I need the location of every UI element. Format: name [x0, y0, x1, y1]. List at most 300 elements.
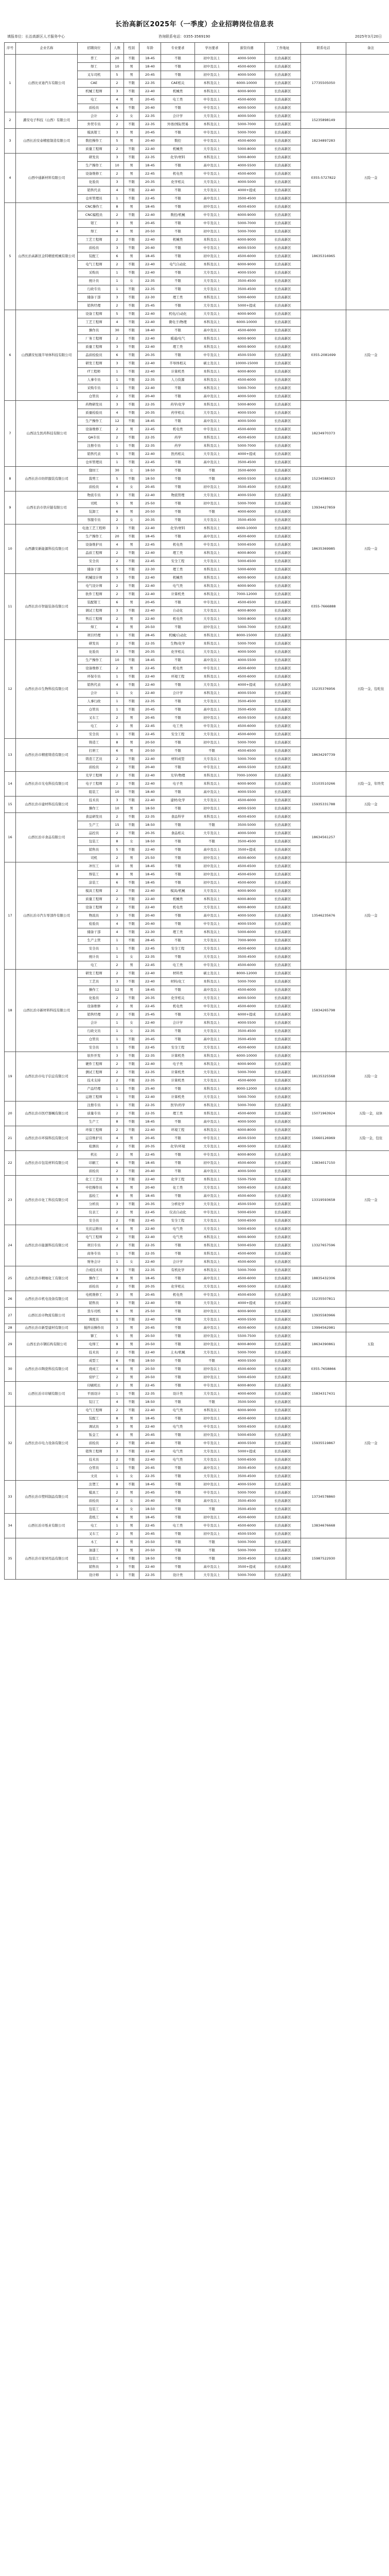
post-cell: 包装工: [78, 1505, 111, 1514]
age-cell: 20-35: [139, 648, 161, 656]
gender-cell: 不限: [124, 582, 139, 590]
post-cell: 模具工程师: [78, 887, 111, 895]
salary-cell: 5000-7000: [229, 129, 265, 137]
remark-cell: [346, 1538, 389, 1580]
gender-cell: 不限: [124, 1143, 139, 1151]
table-row: [5, 1052, 389, 1060]
fill-date: 2025年3月20日: [355, 35, 382, 39]
address-cell: 长治高新区: [265, 533, 301, 541]
serial-cell: 19: [5, 1052, 16, 1101]
education-cell: 中专及以上: [195, 211, 229, 219]
address-cell: 长治高新区: [265, 129, 301, 137]
age-cell: 22-40: [139, 895, 161, 904]
column-header: 性别: [124, 43, 139, 55]
post-cell: 操作工: [78, 986, 111, 994]
post-cell: 品质工程师: [78, 549, 111, 557]
major-cell: 机电类: [161, 904, 195, 912]
post-cell: 质检员: [78, 104, 111, 112]
education-cell: 大专及以上: [195, 887, 229, 895]
address-cell: 长治高新区: [265, 228, 301, 236]
major-cell: 机电类: [161, 170, 195, 178]
major-cell: 不限: [161, 71, 195, 79]
salary-cell: 5000-7000: [229, 121, 265, 129]
table-row: [5, 1382, 389, 1390]
post-cell: 模具钳工: [78, 129, 111, 137]
post-cell: 仓库管理员: [78, 195, 111, 203]
salary-cell: 4500-6000: [229, 1044, 265, 1052]
count-cell: 4: [111, 1365, 124, 1374]
major-cell: 安全工程: [161, 945, 195, 953]
post-cell: 产品经理: [78, 1085, 111, 1093]
age-cell: 22-40: [139, 574, 161, 582]
salary-cell: 4500-6000: [229, 533, 265, 541]
post-cell: 装配工: [78, 252, 111, 261]
post-cell: 造纸工: [78, 1514, 111, 1522]
education-cell: 大专及以上: [195, 607, 229, 615]
major-cell: 不限: [161, 1365, 195, 1374]
age-cell: 22-40: [139, 343, 161, 351]
count-cell: 8: [111, 203, 124, 211]
table-row: [5, 203, 389, 211]
post-cell: 生产主管: [78, 937, 111, 945]
address-cell: 长治高新区: [265, 1415, 301, 1423]
count-cell: 2: [111, 590, 124, 599]
gender-cell: 男: [124, 1324, 139, 1332]
gender-cell: 男: [124, 1431, 139, 1439]
age-cell: 22-40: [139, 261, 161, 269]
salary-cell: 6000-9000: [229, 574, 265, 582]
salary-cell: 4500-6000: [229, 945, 265, 953]
post-cell: 注册专员: [78, 1101, 111, 1110]
gender-cell: 男: [124, 219, 139, 228]
age-cell: 22-40: [139, 1316, 161, 1324]
post-cell: 质检员: [78, 1497, 111, 1505]
salary-cell: 5000-7000: [229, 1093, 265, 1101]
age-cell: 20-50: [139, 1374, 161, 1382]
post-cell: 销售经理: [78, 302, 111, 310]
count-cell: 1: [111, 1085, 124, 1093]
post-cell: 电工: [78, 1522, 111, 1530]
major-cell: 计算机类: [161, 1093, 195, 1101]
remark-cell: [346, 813, 389, 862]
post-cell: 焊工: [78, 228, 111, 236]
major-cell: 理工类: [161, 294, 195, 302]
post-cell: 光伏运维员: [78, 1225, 111, 1233]
age-cell: 18-50: [139, 1505, 161, 1514]
major-cell: 计算机类: [161, 590, 195, 599]
phone-cell: 0355-5727822: [301, 154, 346, 203]
address-cell: 长治高新区: [265, 401, 301, 409]
serial-cell: 11: [5, 574, 16, 640]
company-cell: 山西长治市精细化工有限公司: [16, 1266, 78, 1291]
major-cell: 不限: [161, 187, 195, 195]
education-cell: 本科及以上: [195, 673, 229, 681]
education-cell: 大专及以上: [195, 277, 229, 285]
address-cell: 长治高新区: [265, 252, 301, 261]
post-cell: 机长: [78, 1151, 111, 1159]
age-cell: 22-30: [139, 294, 161, 302]
count-cell: 2: [111, 79, 124, 88]
count-cell: 2: [111, 722, 124, 731]
education-cell: 本科及以上: [195, 384, 229, 393]
post-cell: 普工: [78, 55, 111, 63]
address-cell: 长治高新区: [265, 71, 301, 79]
gender-cell: 不限: [124, 1036, 139, 1044]
salary-cell: 4500-6000: [229, 1250, 265, 1258]
gender-cell: 男: [124, 1365, 139, 1374]
age-cell: 22-40: [139, 582, 161, 590]
major-cell: 机械类: [161, 88, 195, 96]
column-header: 备注: [346, 43, 389, 55]
address-cell: 长治高新区: [265, 706, 301, 714]
age-cell: 20-45: [139, 96, 161, 104]
company-cell: 山西长治市汽车零部件有限公司: [16, 862, 78, 970]
gender-cell: 不限: [124, 178, 139, 187]
gender-cell: 不限: [124, 681, 139, 689]
salary-cell: 3500-4500: [229, 277, 265, 285]
address-cell: 长治高新区: [265, 1110, 301, 1118]
post-cell: 打磨工: [78, 747, 111, 755]
major-cell: 电子类: [161, 780, 195, 788]
phone-cell: 15235507811: [301, 1291, 346, 1308]
salary-cell: 3500-4500: [229, 1505, 265, 1514]
salary-cell: 7000-12000: [229, 590, 265, 599]
gender-cell: 男: [124, 714, 139, 722]
gender-cell: 女: [124, 277, 139, 285]
post-cell: 焊工: [78, 63, 111, 71]
count-cell: 6: [111, 252, 124, 261]
education-cell: 大专及以上: [195, 112, 229, 121]
serial-cell: 35: [5, 1538, 16, 1580]
phone-cell: 18635369985: [301, 524, 346, 574]
salary-cell: 6000-9000: [229, 1308, 265, 1316]
age-cell: 20-35: [139, 1283, 161, 1291]
salary-cell: 6000-9000: [229, 211, 265, 219]
serial-cell: 16: [5, 813, 16, 862]
education-cell: 初中及以上: [195, 1332, 229, 1341]
count-cell: 2: [111, 665, 124, 673]
address-cell: 长治高新区: [265, 524, 301, 533]
address-cell: 长治高新区: [265, 269, 301, 277]
salary-cell: 5000-8000: [229, 615, 265, 623]
major-cell: 安全工程: [161, 731, 195, 739]
count-cell: 5: [111, 450, 124, 459]
company-cell: 山西长治市电力设备有限公司: [16, 1406, 78, 1481]
education-cell: 本科及以上: [195, 1019, 229, 1027]
post-cell: 销售员: [78, 846, 111, 854]
age-cell: 18-40: [139, 63, 161, 71]
salary-cell: 4500-6000: [229, 170, 265, 178]
table-row: [5, 112, 389, 121]
gender-cell: 不限: [124, 1176, 139, 1184]
count-cell: 3: [111, 343, 124, 351]
age-cell: 20-50: [139, 1341, 161, 1349]
gender-cell: 不限: [124, 1563, 139, 1571]
post-cell: 包装工: [78, 838, 111, 846]
major-cell: 机电/自动化: [161, 310, 195, 318]
gender-cell: 不限: [124, 1316, 139, 1324]
major-cell: 不限: [161, 1505, 195, 1514]
serial-cell: 9: [5, 492, 16, 524]
age-cell: 18-45: [139, 1118, 161, 1126]
major-cell: 不限: [161, 1464, 195, 1472]
major-cell: 化学相关: [161, 178, 195, 187]
address-cell: 长治高新区: [265, 640, 301, 648]
company-cell: 山西长治市生物科技有限公司: [16, 640, 78, 739]
education-cell: 大专及以上: [195, 1093, 229, 1101]
address-cell: 长治高新区: [265, 1382, 301, 1390]
education-cell: 大专及以上: [195, 1299, 229, 1308]
major-cell: 不限: [161, 1151, 195, 1159]
major-cell: 不限: [161, 1308, 195, 1316]
phone-cell: 13319593658: [301, 1176, 346, 1225]
count-cell: 2: [111, 764, 124, 772]
salary-cell: 3500+提成: [229, 1563, 265, 1571]
serial-cell: 24: [5, 1225, 16, 1266]
address-cell: 长治高新区: [265, 450, 301, 459]
address-cell: 长治高新区: [265, 351, 301, 360]
education-cell: 大专及以上: [195, 648, 229, 656]
education-cell: 大专及以上: [195, 1044, 229, 1052]
age-cell: 18-45: [139, 1514, 161, 1522]
address-cell: 长治高新区: [265, 1143, 301, 1151]
major-cell: 不限: [161, 879, 195, 887]
major-cell: 不限: [161, 788, 195, 796]
age-cell: 22-40: [139, 755, 161, 764]
gender-cell: 不限: [124, 549, 139, 557]
salary-cell: 4000-5500: [229, 409, 265, 417]
major-cell: 不限: [161, 599, 195, 607]
gender-cell: 不限: [124, 1159, 139, 1167]
major-cell: 不限: [161, 1011, 195, 1019]
salary-cell: 6000-10000: [229, 524, 265, 533]
gender-cell: 不限: [124, 327, 139, 335]
phone-cell: 15987522930: [301, 1538, 346, 1580]
major-cell: 不限: [161, 228, 195, 236]
education-cell: 大专及以上: [195, 557, 229, 566]
count-cell: 1: [111, 689, 124, 698]
address-cell: 长治高新区: [265, 928, 301, 937]
age-cell: 25-50: [139, 1308, 161, 1316]
count-cell: 2: [111, 1233, 124, 1242]
education-cell: 高中及以上: [195, 1563, 229, 1571]
address-cell: 长治高新区: [265, 689, 301, 698]
age-cell: 20-50: [139, 228, 161, 236]
gender-cell: 不限: [124, 821, 139, 829]
address-cell: 长治高新区: [265, 393, 301, 401]
post-cell: 机械设计师: [78, 574, 111, 582]
education-cell: 不限: [195, 1538, 229, 1547]
education-cell: 中专及以上: [195, 764, 229, 772]
gender-cell: 不限: [124, 1167, 139, 1176]
age-cell: 22-40: [139, 1563, 161, 1571]
gender-cell: 男: [124, 426, 139, 434]
gender-cell: 不限: [124, 55, 139, 63]
post-cell: 化验员: [78, 994, 111, 1003]
address-cell: 长治高新区: [265, 1266, 301, 1275]
post-cell: 冲压工: [78, 862, 111, 871]
address-cell: 长治高新区: [265, 483, 301, 492]
address-cell: 长治高新区: [265, 112, 301, 121]
education-cell: 大专及以上: [195, 945, 229, 953]
age-cell: 22-45: [139, 459, 161, 467]
remark-cell: [346, 112, 389, 129]
age-cell: 18-50: [139, 821, 161, 829]
count-cell: 2: [111, 895, 124, 904]
count-cell: 6: [111, 1184, 124, 1192]
remark-cell: [346, 1151, 389, 1176]
address-cell: 长治高新区: [265, 632, 301, 640]
count-cell: 5: [111, 310, 124, 318]
salary-cell: 4500-6000: [229, 665, 265, 673]
age-cell: 22-45: [139, 1382, 161, 1390]
salary-cell: 3500-4500: [229, 1555, 265, 1563]
salary-cell: 4000-5000: [229, 1283, 265, 1291]
major-cell: 理工类: [161, 566, 195, 574]
count-cell: 6: [111, 1159, 124, 1167]
salary-cell: 5000-8000: [229, 145, 265, 154]
gender-cell: 男: [124, 739, 139, 747]
count-cell: 10: [111, 805, 124, 813]
address-cell: 长治高新区: [265, 203, 301, 211]
major-cell: 不限: [161, 1275, 195, 1283]
address-cell: 长治高新区: [265, 1077, 301, 1085]
age-cell: 22-45: [139, 1003, 161, 1011]
age-cell: 22-40: [139, 236, 161, 244]
salary-cell: 6000-9000: [229, 1406, 265, 1415]
age-cell: 22-40: [139, 492, 161, 500]
salary-cell: 4500-6000: [229, 1003, 265, 1011]
salary-cell: 6000-8000: [229, 1341, 265, 1349]
salary-cell: 4000+提成: [229, 450, 265, 459]
phone-cell: 15834265798: [301, 970, 346, 1052]
gender-cell: 男: [124, 1489, 139, 1497]
post-cell: 采购员: [78, 269, 111, 277]
remark-cell: [346, 492, 389, 524]
salary-cell: 4500-5500: [229, 351, 265, 360]
address-cell: 长治高新区: [265, 318, 301, 327]
major-cell: 会计学: [161, 1258, 195, 1266]
phone-cell: 18234897283: [301, 129, 346, 154]
address-cell: 长治高新区: [265, 409, 301, 417]
age-cell: 20-40: [139, 764, 161, 772]
major-cell: 药学相关: [161, 409, 195, 417]
gender-cell: 男: [124, 1275, 139, 1283]
address-cell: 长治高新区: [265, 1283, 301, 1291]
address-cell: 长治高新区: [265, 360, 301, 368]
post-cell: 操作员: [78, 327, 111, 335]
post-cell: 质检员: [78, 244, 111, 252]
education-cell: 大专及以上: [195, 302, 229, 310]
major-cell: 不限: [161, 1481, 195, 1489]
remark-cell: 五险一金，包吃住: [346, 640, 389, 739]
address-cell: 长治高新区: [265, 681, 301, 689]
salary-cell: 4000-5000: [229, 104, 265, 112]
education-cell: 初中及以上: [195, 63, 229, 71]
age-cell: 18-50: [139, 1555, 161, 1563]
address-cell: 长治高新区: [265, 1332, 301, 1341]
major-cell: 不限: [161, 195, 195, 203]
count-cell: 2: [111, 302, 124, 310]
education-cell: 初中及以上: [195, 203, 229, 211]
post-cell: 调试员: [78, 1423, 111, 1431]
post-cell: 研发员: [78, 154, 111, 162]
education-cell: 初中及以上: [195, 71, 229, 79]
post-cell: 质量工程师: [78, 895, 111, 904]
salary-cell: 4500-6500: [229, 871, 265, 879]
remark-cell: 五险一金: [346, 524, 389, 574]
gender-cell: 不限: [124, 607, 139, 615]
gender-cell: 不限: [124, 401, 139, 409]
education-cell: 不限: [195, 1505, 229, 1514]
major-cell: 化学/材料: [161, 524, 195, 533]
gender-cell: 不限: [124, 887, 139, 895]
remark-cell: [346, 1266, 389, 1291]
count-cell: 8: [111, 871, 124, 879]
count-cell: 3: [111, 219, 124, 228]
major-cell: 不限: [161, 277, 195, 285]
post-cell: 印刷机长: [78, 1382, 111, 1390]
phone-cell: 0355-7658866: [301, 1357, 346, 1382]
age-cell: 22-35: [139, 434, 161, 442]
salary-cell: 4500-6000: [229, 1324, 265, 1332]
major-cell: 不限: [161, 252, 195, 261]
serial-cell: 27: [5, 1308, 16, 1324]
table-row: [5, 524, 389, 533]
phone-cell: 18634390861: [301, 1332, 346, 1357]
salary-cell: 6000-9000: [229, 310, 265, 318]
major-cell: 电工类: [161, 722, 195, 731]
remark-cell: 五险一金: [346, 796, 389, 813]
education-cell: 高中及以上: [195, 1324, 229, 1332]
salary-cell: 3500-4500: [229, 483, 265, 492]
table-row: [5, 1291, 389, 1299]
education-cell: 初中及以上: [195, 862, 229, 871]
count-cell: 8: [111, 838, 124, 846]
gender-cell: 不限: [124, 1266, 139, 1275]
count-cell: 5: [111, 475, 124, 483]
age-cell: 22-40: [139, 450, 161, 459]
post-cell: 电气工程师: [78, 261, 111, 269]
post-cell: 物流员: [78, 912, 111, 920]
salary-cell: 6000-8000: [229, 1126, 265, 1134]
address-cell: 长治高新区: [265, 1497, 301, 1505]
education-cell: 本科及以上: [195, 368, 229, 376]
address-cell: 长治高新区: [265, 673, 301, 681]
address-cell: 长治高新区: [265, 945, 301, 953]
serial-cell: 8: [5, 467, 16, 492]
remark-cell: 五险一金: [346, 1052, 389, 1101]
post-cell: QA专员: [78, 434, 111, 442]
salary-cell: 4500-6500: [229, 813, 265, 821]
major-cell: 不限: [161, 384, 195, 393]
education-cell: 中专及以上: [195, 599, 229, 607]
table-row: [5, 862, 389, 871]
count-cell: 2: [111, 1530, 124, 1538]
major-cell: 机电类: [161, 541, 195, 549]
major-cell: 设计类: [161, 1390, 195, 1398]
major-cell: 化学工程: [161, 1176, 195, 1184]
post-cell: 项目经理: [78, 632, 111, 640]
education-cell: 本科及以上: [195, 549, 229, 557]
phone-cell: 17735505050: [301, 55, 346, 112]
major-cell: 不限: [161, 764, 195, 772]
salary-cell: 4000-5500: [229, 1481, 265, 1489]
gender-cell: 男: [124, 599, 139, 607]
company-cell: 山西长治市印刷有限公司: [16, 1382, 78, 1406]
gender-cell: 不限: [124, 261, 139, 269]
serial-cell: 30: [5, 1357, 16, 1382]
